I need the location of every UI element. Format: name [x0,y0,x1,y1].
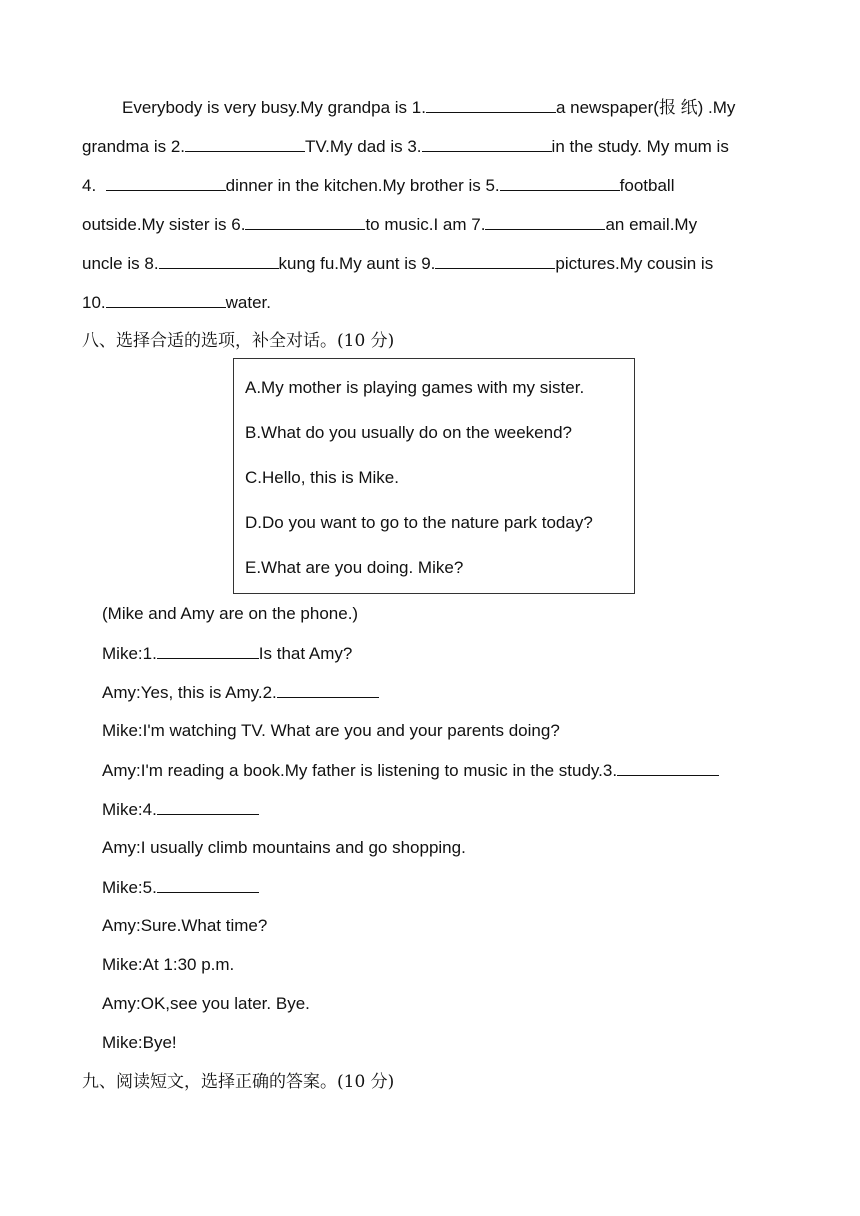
passage-text: 10. [82,293,106,312]
answer-blank-3[interactable] [422,135,552,152]
option-d: D.Do you want to go to the nature park today? [245,513,593,532]
passage-text: TV.My dad is 3. [305,137,422,156]
dialogue-intro: (Mike and Amy are on the phone.) [102,604,359,623]
dialogue-line-6 [102,837,466,859]
passage-line-3 [82,174,674,197]
dialogue-text: Amy:Sure.What time? [102,916,268,935]
option-a: A.My mother is playing games with my sister. [245,378,585,397]
passage-text: uncle is 8. [82,254,159,273]
passage-text: football [619,176,675,195]
options-box [233,358,635,594]
dialogue-text: Mike:I'm watching TV. What are you and your parents doing? [102,721,560,740]
option-c: C.Hello, this is Mike. [245,468,399,487]
passage-text: 4. [82,176,106,195]
dialogue-text: Amy:OK,see you later. Bye. [102,994,310,1013]
dialogue-blank-3[interactable] [617,759,719,776]
option-b: B.What do you usually do on the weekend? [245,423,572,442]
dialogue-line-11 [102,1032,177,1054]
option-e: E.What are you doing. Mike? [245,558,464,577]
dialogue-text: Amy:Yes, this is Amy.2. [102,683,277,702]
answer-blank-1[interactable] [426,96,556,113]
passage-text: an email.My [605,215,698,234]
dialogue-line-4 [102,759,719,782]
passage-text: to music.I am 7. [365,215,486,234]
dialogue-text: Amy:I usually climb mountains and go shopping. [102,838,466,857]
passage-line-4 [82,213,697,236]
passage-line-1 [122,96,735,119]
passage-text: pictures.My cousin is [555,254,714,273]
passage-text: water. [225,293,271,312]
dialogue-line-2 [102,681,379,704]
dialogue-line-3 [102,720,560,742]
answer-blank-4[interactable] [106,174,226,191]
dialogue-line-5 [102,798,259,821]
passage-text: a newspaper(报 纸) .My [555,98,736,117]
passage-text: grandma is 2. [82,137,185,156]
dialogue-text: Mike:Bye! [102,1033,177,1052]
dialogue-line-9 [102,954,234,976]
dialogue-text: Mike:4. [102,800,157,819]
passage-text: in the study. My mum is [551,137,729,156]
dialogue-blank-1[interactable] [157,642,259,659]
dialogue-text: Mike:At 1:30 p.m. [102,955,235,974]
answer-blank-2[interactable] [185,135,305,152]
passage-text: Everybody is very busy.My grandpa is 1. [122,98,426,117]
dialogue-line-7 [102,876,259,899]
passage-text: dinner in the kitchen.My brother is 5. [225,176,500,195]
dialogue-line-8 [102,915,267,937]
answer-blank-6[interactable] [245,213,365,230]
dialogue-line-10 [102,993,310,1015]
dialogue-text: Is that Amy? [258,644,353,663]
passage-line-5 [82,252,713,275]
dialogue-text: Mike:5. [102,878,157,897]
answer-blank-8[interactable] [159,252,279,269]
section-9-heading: 九、阅读短文，选择正确的答案。(10 分) [82,1072,395,1092]
dialogue-line-1 [102,642,352,665]
answer-blank-5[interactable] [500,174,620,191]
dialogue-text: Mike:1. [102,644,157,663]
dialogue-blank-2[interactable] [277,681,379,698]
answer-blank-10[interactable] [106,291,226,308]
dialogue-blank-4[interactable] [157,798,259,815]
passage-text: outside.My sister is 6. [82,215,246,234]
section-8-heading: 八、选择合适的选项，补全对话。(10 分) [82,331,395,351]
dialogue-text: Amy:I'm reading a book.My father is listening to music in the study.3. [102,761,618,780]
answer-blank-9[interactable] [435,252,555,269]
passage-line-2 [82,135,729,158]
passage-text: kung fu.My aunt is 9. [278,254,436,273]
passage-line-6 [82,291,271,314]
dialogue-blank-5[interactable] [157,876,259,893]
answer-blank-7[interactable] [485,213,605,230]
